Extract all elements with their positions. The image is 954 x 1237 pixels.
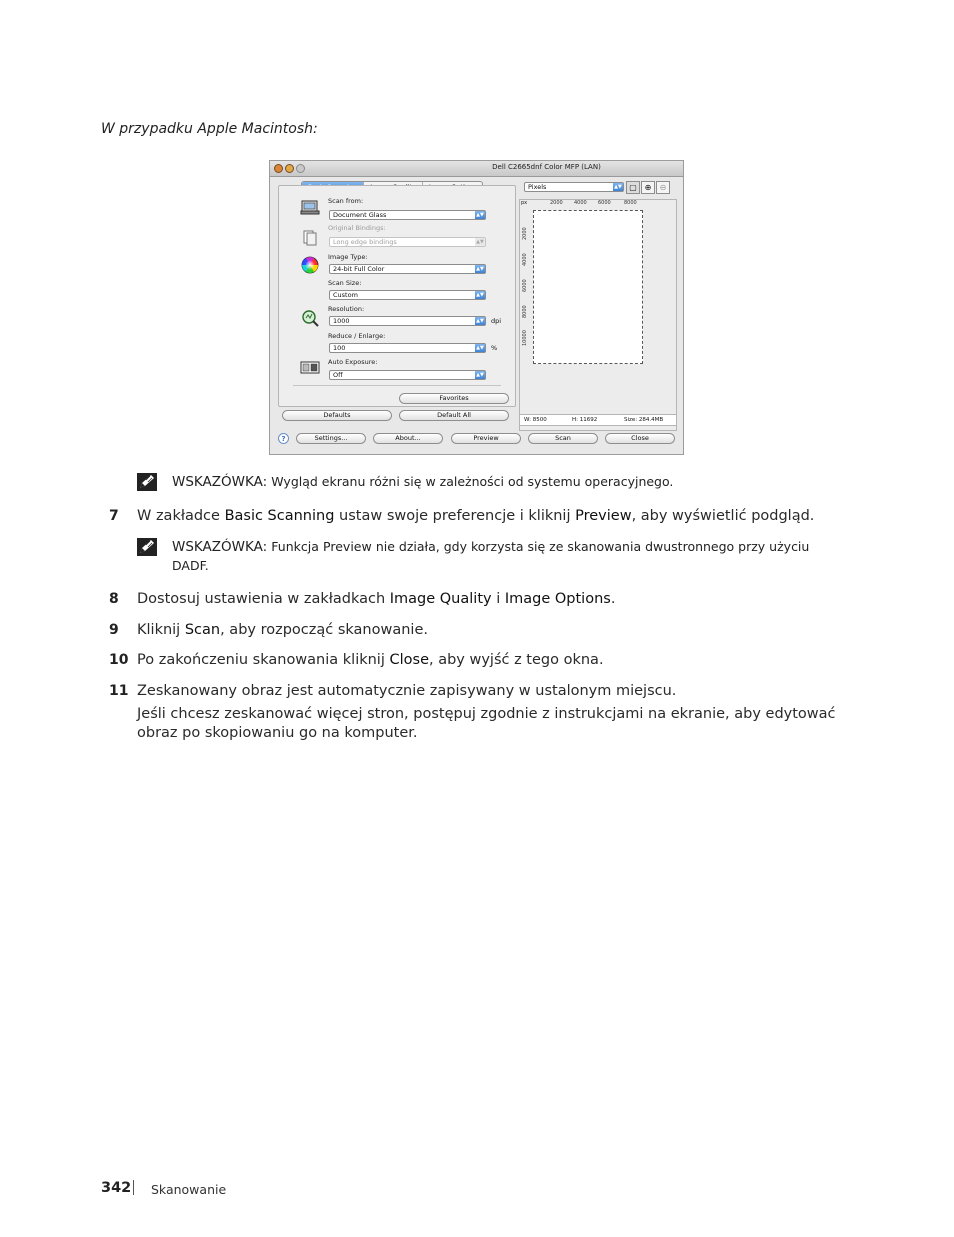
- ruler-tick: 2000: [550, 200, 563, 206]
- defaults-button[interactable]: Defaults: [282, 410, 392, 421]
- original-bindings-select[interactable]: [329, 237, 486, 247]
- about-button[interactable]: About...: [373, 433, 443, 444]
- note-2-text: [172, 539, 809, 555]
- units-value: Pixels: [528, 183, 547, 191]
- step-number: 7: [109, 508, 119, 524]
- resolution-label: Resolution:: [328, 305, 365, 313]
- close-button[interactable]: Close: [605, 433, 675, 444]
- step-7-text: [137, 508, 814, 524]
- bindings-icon: [300, 229, 320, 247]
- dialog-button-bar: [270, 432, 683, 450]
- ruler-tick: 8000: [624, 200, 637, 206]
- resolution-magnifier-icon: [300, 309, 320, 327]
- ruler-tick: 6000: [522, 279, 528, 292]
- resolution-select[interactable]: [329, 316, 486, 326]
- dialog-title: Dell C2665dnf Color MFP (LAN): [492, 163, 601, 171]
- chevron-down-icon: ▲▼: [476, 239, 484, 245]
- ruler-tick: 2000: [522, 227, 528, 240]
- scan-size-value: Custom: [333, 291, 358, 299]
- zoom-in-icon[interactable]: ⊕: [641, 181, 655, 194]
- step-number: 10: [109, 652, 129, 668]
- status-bar: [519, 414, 677, 426]
- scan-from-label: Scan from:: [328, 197, 364, 205]
- step-text-part: , aby wyjść z tego okna.: [428, 652, 604, 668]
- ui-term: Basic Scanning: [224, 508, 335, 524]
- reduce-enlarge-value: 100: [333, 344, 346, 352]
- select-area-tool-icon[interactable]: ▢: [626, 181, 640, 194]
- step-text-part: Kliknij: [137, 622, 181, 638]
- ui-term: Preview: [575, 508, 632, 524]
- ui-term: Image Quality: [389, 591, 492, 607]
- step-10-text: [137, 652, 604, 668]
- scanner-dialog-screenshot: [269, 160, 684, 455]
- note-pencil-icon: [137, 538, 157, 556]
- preview-area[interactable]: [519, 199, 677, 431]
- chevron-down-icon: ▲▼: [476, 372, 484, 378]
- ruler-tick: 10000: [522, 330, 528, 346]
- resolution-value: 1000: [333, 317, 350, 325]
- ruler-top: [532, 200, 676, 208]
- image-type-label: Image Type:: [328, 253, 368, 261]
- note-body: Funkcja: [271, 539, 319, 554]
- note-pencil-icon: [137, 473, 157, 491]
- ruler-tick: 6000: [598, 200, 611, 206]
- status-height: H: 11692: [572, 417, 598, 423]
- ruler-tick: 8000: [522, 305, 528, 318]
- ui-term: Preview: [323, 539, 372, 554]
- reduce-enlarge-select[interactable]: [329, 343, 486, 353]
- note-body: nie działa, gdy korzysta się ze skanowania dwustronnego przy użyciu: [375, 539, 810, 554]
- chevron-down-icon: ▲▼: [614, 184, 622, 190]
- chevron-down-icon: ▲▼: [476, 266, 484, 272]
- preview-pane: [519, 181, 678, 431]
- scan-button[interactable]: Scan: [528, 433, 598, 444]
- chevron-down-icon: ▲▼: [476, 212, 484, 218]
- ruler-left: [520, 208, 530, 430]
- step-text-part: i: [496, 591, 501, 607]
- status-size: Size: 284.4MB: [624, 417, 664, 423]
- help-icon[interactable]: ?: [278, 433, 289, 444]
- step-11-line-1: Zeskanowany obraz jest automatycznie zapisywany w ustalonym miejscu.: [137, 683, 677, 699]
- note-2-continuation: DADF.: [172, 558, 209, 573]
- original-bindings-value: Long edge bindings: [333, 238, 397, 246]
- units-select[interactable]: [524, 182, 624, 192]
- step-11-line-3: obraz po skopiowaniu go na komputer.: [137, 725, 418, 741]
- status-width: W: 8500: [524, 417, 547, 423]
- settings-button[interactable]: Settings...: [296, 433, 366, 444]
- original-bindings-label: Original Bindings:: [328, 224, 386, 232]
- chevron-down-icon: ▲▼: [476, 292, 484, 298]
- step-text-part: W zakładce: [137, 508, 220, 524]
- step-number: 8: [109, 591, 119, 607]
- preview-button[interactable]: Preview: [451, 433, 521, 444]
- scan-size-label: Scan Size:: [328, 279, 362, 287]
- scan-from-select[interactable]: [329, 210, 486, 220]
- note-label: WSKAZÓWKA:: [172, 474, 268, 490]
- chevron-down-icon: ▲▼: [476, 318, 484, 324]
- section-heading: W przypadku Apple Macintosh:: [101, 121, 318, 137]
- step-number: 11: [109, 683, 129, 699]
- exposure-icon: [300, 359, 320, 377]
- default-all-button[interactable]: Default All: [399, 410, 509, 421]
- step-text-part: Po zakończeniu skanowania kliknij: [137, 652, 385, 668]
- ui-term: Image Options: [504, 591, 611, 607]
- ruler-tick: 4000: [522, 253, 528, 266]
- chevron-down-icon: ▲▼: [476, 345, 484, 351]
- separator: [293, 385, 501, 386]
- favorites-button[interactable]: Favorites: [399, 393, 509, 404]
- scan-size-select[interactable]: [329, 290, 486, 300]
- auto-exposure-value: Off: [333, 371, 343, 379]
- image-type-select[interactable]: [329, 264, 486, 274]
- scanner-icon: [300, 198, 320, 216]
- resolution-unit: dpi: [491, 317, 502, 325]
- note-body: Wygląd ekranu różni się w zależności od systemu operacyjnego.: [271, 474, 674, 489]
- reduce-enlarge-label: Reduce / Enlarge:: [328, 332, 386, 340]
- color-wheel-icon: [300, 256, 320, 274]
- step-8-text: [137, 591, 615, 607]
- step-text-part: , aby rozpocząć skanowanie.: [220, 622, 428, 638]
- ui-term: Scan: [184, 622, 221, 638]
- step-9-text: [137, 622, 428, 638]
- footer-section: Skanowanie: [151, 1182, 227, 1197]
- page-number: 342: [101, 1180, 132, 1196]
- note-label: WSKAZÓWKA:: [172, 539, 268, 555]
- step-text-part: Dostosuj ustawienia w zakładkach: [137, 591, 386, 607]
- step-number: 9: [109, 622, 119, 638]
- zoom-out-icon[interactable]: ⊖: [656, 181, 670, 194]
- dialog-titlebar: [270, 161, 683, 177]
- ui-term: Close: [389, 652, 429, 668]
- auto-exposure-label: Auto Exposure:: [328, 358, 378, 366]
- step-text-part: .: [610, 591, 616, 607]
- step-text-part: , aby wyświetlić podgląd.: [631, 508, 815, 524]
- note-1-text: [172, 474, 673, 490]
- reduce-enlarge-unit: %: [491, 344, 498, 352]
- step-text-part: ustaw swoje preferencje i kliknij: [339, 508, 571, 524]
- step-11-line-2: Jeśli chcesz zeskanować więcej stron, postępuj zgodnie z instrukcjami na ekranie, aby edytować: [137, 706, 836, 722]
- footer-divider: [133, 1180, 134, 1195]
- settings-pane: [278, 185, 516, 407]
- ruler-tick: 4000: [574, 200, 587, 206]
- ruler-unit: px: [521, 200, 528, 206]
- image-type-value: 24-bit Full Color: [333, 265, 385, 273]
- scan-from-value: Document Glass: [333, 211, 387, 219]
- auto-exposure-select[interactable]: [329, 370, 486, 380]
- preview-page: [533, 210, 643, 364]
